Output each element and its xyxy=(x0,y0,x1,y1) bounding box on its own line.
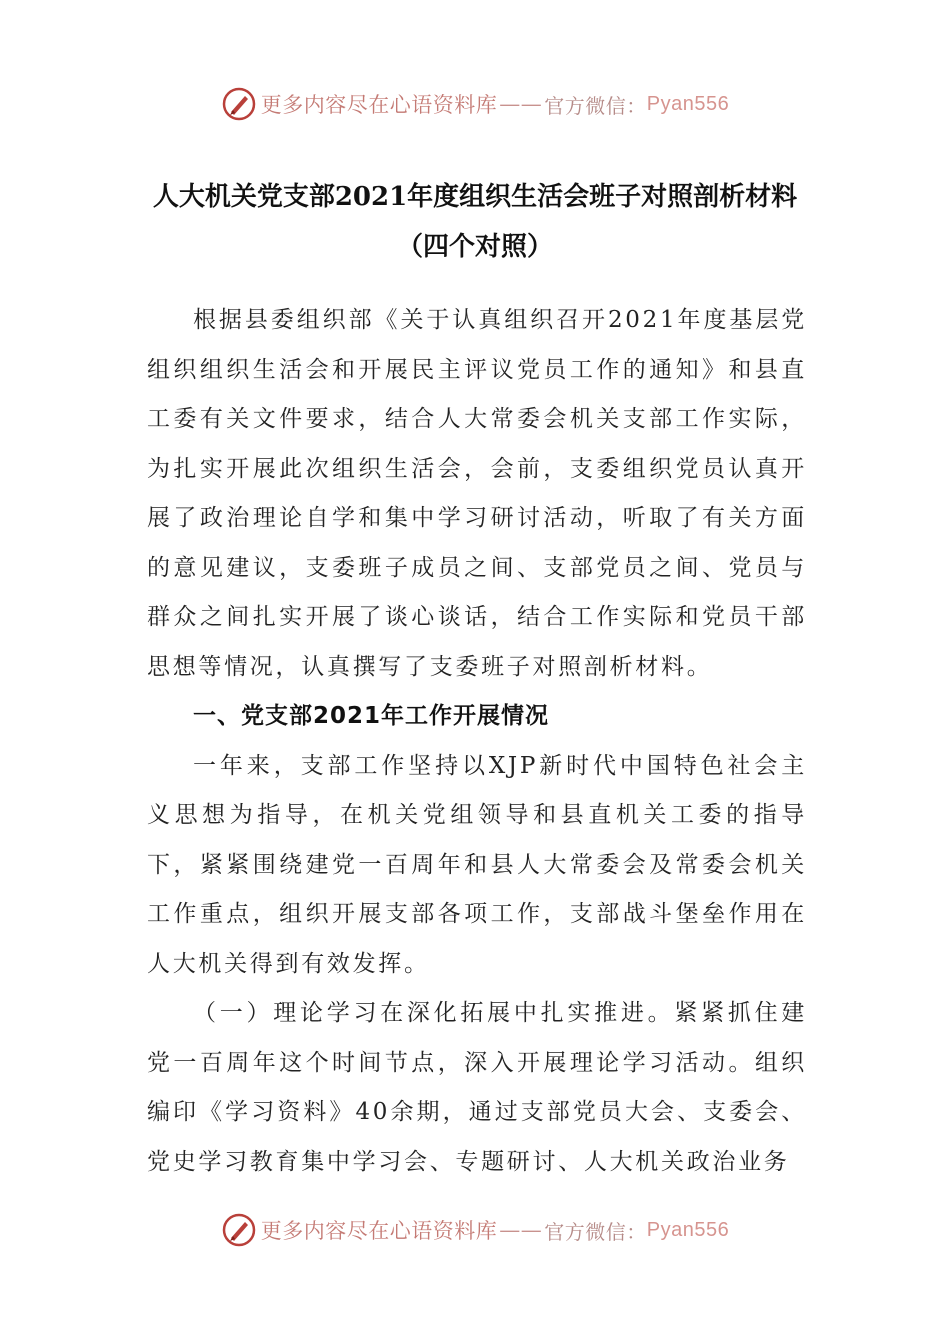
watermark-text: 更多内容尽在心语资料库 xyxy=(260,93,498,117)
intro-paragraph: 根据县委组织部《关于认真组织召开2021年度基层党组织组织生活会和开展民主评议党员工作的通知》和县直工委有关文件要求，结合人大常委会机关支部工作实际，为扎实开展此次组织生活会，会前，支委组织党员认真开展了政治理论自学和集中学习研讨活动，听取了有关方面的意见建议，支委班子成员之间、支部党员之间、党员与群众之间扎实开展了谈心谈话，结合工作实际和党员干部思想等情况，认真撰写了支委班子对照剖析材料。 xyxy=(147,307,807,680)
pen-seal-icon xyxy=(221,1212,257,1248)
subsection-paragraph xyxy=(147,989,807,1187)
document-subtitle: （四个对照） xyxy=(396,232,553,262)
document-title: 人大机关党支部2021年度组织生活会班子对照剖析材料 xyxy=(152,182,798,212)
watermark-top xyxy=(0,84,950,124)
watermark-separator: —— xyxy=(499,1218,543,1242)
watermark-text: 更多内容尽在心语资料库 xyxy=(260,1219,498,1243)
document-body xyxy=(147,296,807,1187)
watermark-wechat-id: Pyan556 xyxy=(646,1218,730,1241)
watermark-wechat-id: Pyan556 xyxy=(646,92,730,115)
watermark-separator: —— xyxy=(499,92,543,116)
section-heading: 一、党支部2021年工作开展情况 xyxy=(193,703,550,729)
watermark-wechat-label: 官方微信： xyxy=(544,1219,647,1244)
subsection-lead: （一）理论学习在深化拓展中扎实推进。 xyxy=(193,1000,675,1026)
section-paragraph: 一年来，支部工作坚持以XJP新时代中国特色社会主义思想为指导，在机关党组领导和县直机关工委的指导下，紧紧围绕建党一百周年和县人大常委会及常委会机关工作重点，组织开展支部各项工作，支部战斗堡垒作用在人大机关得到有效发挥。 xyxy=(147,752,807,977)
subsection-text: 紧紧抓住建党一百周年这个时间节点，深入开展理论学习活动。组织编印《学习资料》40余期，通过支部党员大会、支委会、党史学习教育集中学习会、专题研讨、人大机关政治业务 xyxy=(147,1000,808,1175)
watermark-wechat-label: 官方微信： xyxy=(544,93,647,118)
watermark-bottom xyxy=(0,1210,950,1250)
pen-seal-icon xyxy=(221,86,257,122)
